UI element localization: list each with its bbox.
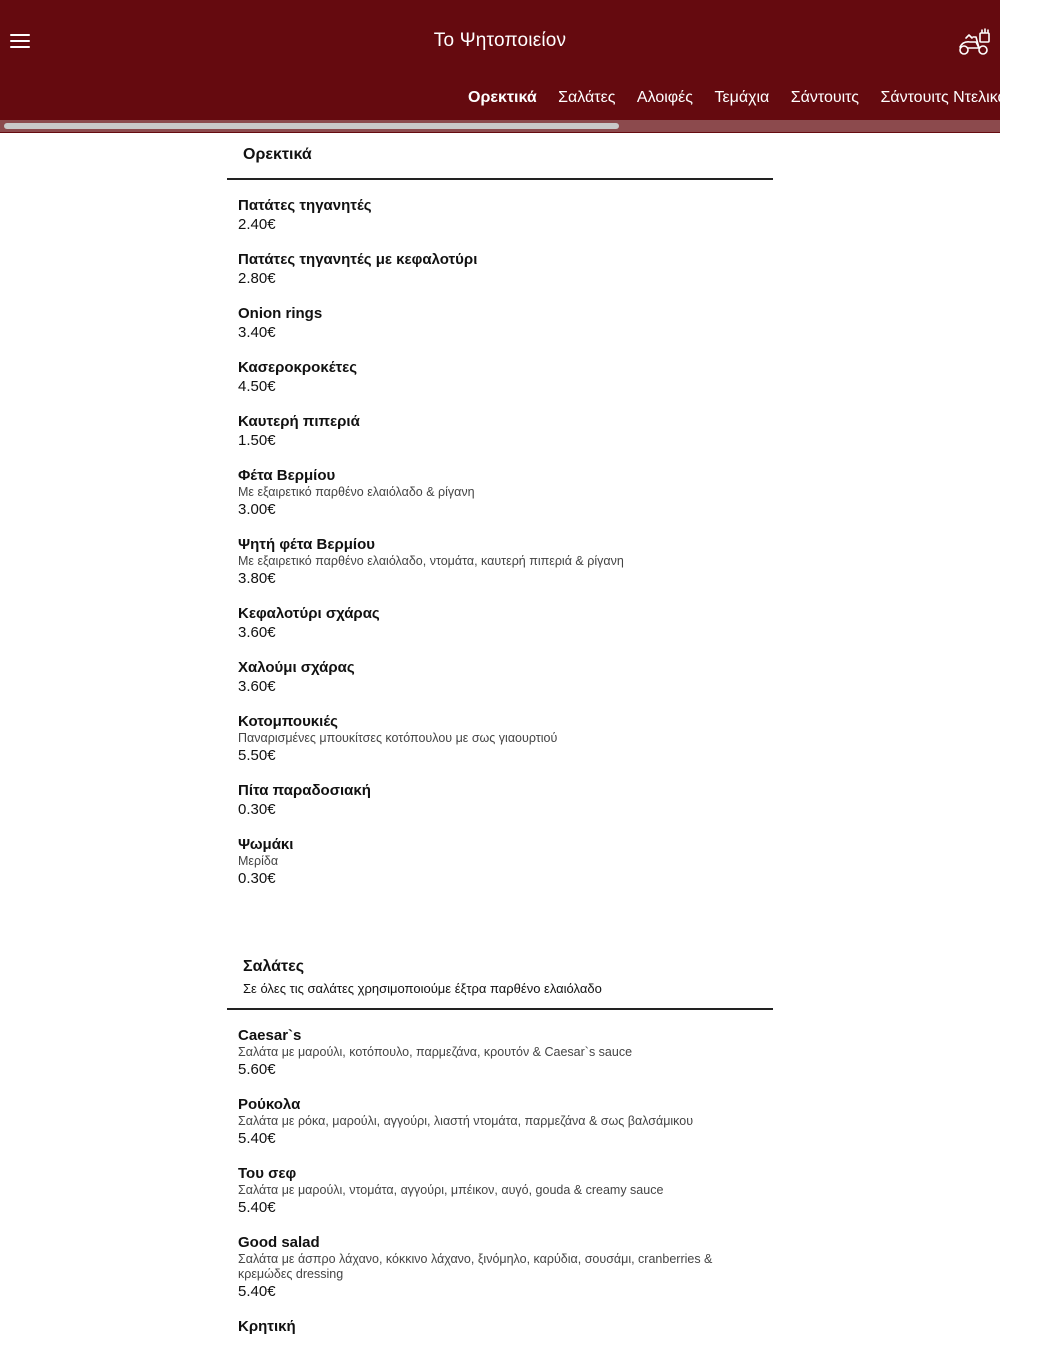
menu-item[interactable] <box>238 782 773 819</box>
item-name: Πατάτες τηγανητές με κεφαλοτύρι <box>238 251 478 268</box>
menu-item[interactable] <box>238 536 773 588</box>
item-description: Παναρισμένες μπουκίτσες κοτόπουλου με σως γιαουρτιού <box>238 731 558 745</box>
item-price: 2.40€ <box>238 216 276 233</box>
section-title: Σαλάτες <box>243 958 305 975</box>
item-name: Good salad <box>238 1234 320 1251</box>
item-price: 5.40€ <box>238 1199 276 1216</box>
menu-item[interactable] <box>238 605 773 642</box>
item-description: Σαλάτα με μαρούλι, ντομάτα, αγγούρι, μπέικον, αυγό, gouda & creamy sauce <box>238 1183 664 1197</box>
menu-item[interactable] <box>238 1318 773 1336</box>
item-description: Σαλάτα με άσπρο λάχανο, κόκκινο λάχανο, ξινόμηλο, καρύδια, σουσάμι, cranberries & κρεμώδες dressing <box>238 1252 713 1281</box>
item-name: Χαλούμι σχάρας <box>238 659 355 676</box>
category-tabs <box>468 89 1062 107</box>
tab-orektika[interactable]: Ορεκτικά <box>468 89 537 106</box>
item-name: Φέτα Βερμίου <box>238 467 336 484</box>
item-price: 5.50€ <box>238 747 276 764</box>
app-header <box>0 0 1046 133</box>
app-title: Το Ψητοποιείον <box>433 30 567 51</box>
item-description: Με εξαιρετικό παρθένο ελαιόλαδο & ρίγανη <box>238 485 475 499</box>
menu-item[interactable] <box>238 305 773 342</box>
item-name: Ψωμάκι <box>238 836 294 853</box>
item-price: 5.60€ <box>238 1061 276 1078</box>
tab-santouits-ntelikatesen[interactable]: Σάντουιτς Ντελικατέσεν <box>880 89 1046 106</box>
tab-temaxia[interactable]: Τεμάχια <box>714 89 770 106</box>
menu-item[interactable] <box>238 836 773 888</box>
item-name: Onion rings <box>238 305 323 322</box>
item-name: Ρούκολα <box>238 1096 301 1113</box>
item-description: Σαλάτα με ρόκα, μαρούλι, αγγούρι, λιαστή ντομάτα, παρμεζάνα & σως βαλσάμικου <box>238 1114 694 1128</box>
menu-item[interactable] <box>238 197 773 234</box>
menu-item[interactable] <box>238 413 773 450</box>
item-price: 3.00€ <box>238 501 276 518</box>
tab-aloifes[interactable]: Αλοιφές <box>636 89 693 106</box>
tabs-scrollbar-thumb[interactable] <box>4 123 619 129</box>
item-name: Πατάτες τηγανητές <box>238 197 372 214</box>
item-description: Με εξαιρετικό παρθένο ελαιόλαδο, ντομάτα, καυτερή πιπεριά & ρίγανη <box>238 554 624 568</box>
tab-santouits[interactable]: Σάντουιτς <box>790 89 859 106</box>
item-price: 5.40€ <box>238 1130 276 1147</box>
item-price: 5.40€ <box>238 1283 276 1300</box>
menu-item[interactable] <box>238 467 773 519</box>
menu-item[interactable] <box>238 1234 773 1301</box>
menu-item[interactable] <box>238 1096 773 1148</box>
item-name: Κοτομπουκιές <box>238 713 338 730</box>
tab-salates[interactable]: Σαλάτες <box>558 89 616 106</box>
item-price: 0.30€ <box>238 801 276 818</box>
item-price: 2.80€ <box>238 270 276 287</box>
item-name: Πίτα παραδοσιακή <box>238 782 371 799</box>
item-name: Καυτερή πιπεριά <box>238 413 360 430</box>
menu-item[interactable] <box>238 1027 773 1079</box>
section-orektika <box>227 133 773 888</box>
section-note: Σε όλες τις σαλάτες χρησιμοποιούμε έξτρα παρθένο ελαιόλαδο <box>243 981 602 996</box>
item-price: 3.80€ <box>238 570 276 587</box>
item-price: 1.50€ <box>238 432 276 449</box>
item-name: Κεφαλοτύρι σχάρας <box>238 605 380 622</box>
item-description: Μερίδα <box>238 854 279 868</box>
item-name: Του σεφ <box>238 1165 297 1182</box>
menu-content <box>227 133 773 1353</box>
section-title: Ορεκτικά <box>243 146 312 163</box>
delivery-scooter-icon[interactable] <box>957 27 991 57</box>
item-price: 3.60€ <box>238 678 276 695</box>
item-description: Σαλάτα με μαρούλι, κοτόπουλο, παρμεζάνα, κρουτόν & Caesar`s sauce <box>238 1045 633 1059</box>
item-price: 4.50€ <box>238 378 276 395</box>
menu-item[interactable] <box>238 659 773 696</box>
item-price: 0.30€ <box>238 870 276 887</box>
menu-item[interactable] <box>238 359 773 396</box>
item-price: 3.60€ <box>238 624 276 641</box>
item-price: 3.40€ <box>238 324 276 341</box>
item-name: Caesar`s <box>238 1027 302 1044</box>
item-name: Κασεροκροκέτες <box>238 359 358 376</box>
item-name: Κρητική <box>238 1318 296 1335</box>
menu-item[interactable] <box>238 1165 773 1217</box>
menu-item[interactable] <box>238 713 773 765</box>
menu-item[interactable] <box>238 251 773 288</box>
item-name: Ψητή φέτα Βερμίου <box>238 536 375 553</box>
section-salates <box>227 945 773 1336</box>
